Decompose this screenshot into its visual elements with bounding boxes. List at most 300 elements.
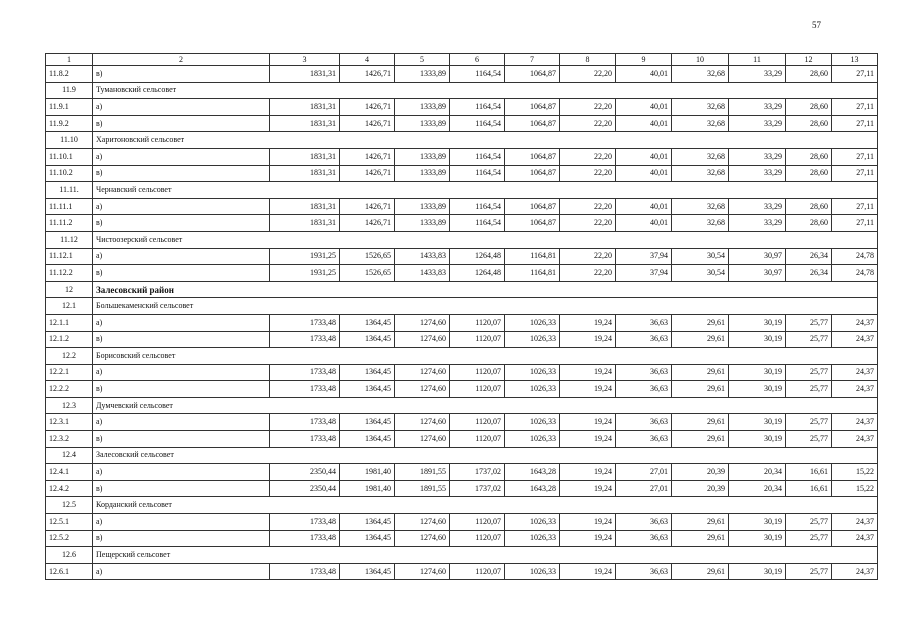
value-cell-col-7: 1026,33 (505, 381, 560, 398)
value-cell-col-4: 1981,40 (340, 464, 395, 481)
value-cell-col-9: 37,94 (616, 248, 672, 265)
tariff-table (45, 53, 878, 580)
table-row (46, 115, 878, 132)
value-cell-col-6: 1120,07 (450, 381, 505, 398)
value-cell-col-8: 19,24 (560, 480, 616, 497)
row-variant: в) (93, 331, 270, 348)
row-code: 12.4.2 (46, 480, 93, 497)
value-cell-col-5: 1274,60 (395, 331, 450, 348)
value-cell-col-3: 1733,48 (270, 364, 340, 381)
value-cell-col-7: 1026,33 (505, 563, 560, 580)
value-cell-col-6: 1120,07 (450, 431, 505, 448)
value-cell-col-4: 1364,45 (340, 381, 395, 398)
row-variant: в) (93, 66, 270, 83)
value-cell-col-11: 30,19 (729, 314, 786, 331)
row-code: 12.3.1 (46, 414, 93, 431)
table-body (46, 66, 878, 580)
value-cell-col-3: 1733,48 (270, 414, 340, 431)
value-cell-col-8: 19,24 (560, 331, 616, 348)
value-cell-col-3: 1733,48 (270, 331, 340, 348)
value-cell-col-9: 40,01 (616, 99, 672, 116)
table-row (46, 414, 878, 431)
value-cell-col-10: 32,68 (672, 148, 729, 165)
row-code: 11.12.1 (46, 248, 93, 265)
row-code: 12.1.1 (46, 314, 93, 331)
row-code: 12.6 (46, 547, 93, 564)
value-cell-col-12: 16,61 (786, 480, 832, 497)
value-cell-col-10: 29,61 (672, 314, 729, 331)
value-cell-col-12: 25,77 (786, 530, 832, 547)
value-cell-col-8: 19,24 (560, 414, 616, 431)
value-cell-col-12: 25,77 (786, 364, 832, 381)
page-number: 57 (812, 20, 821, 30)
row-code: 12.5 (46, 497, 93, 514)
value-cell-col-8: 19,24 (560, 364, 616, 381)
table-row (46, 248, 878, 265)
subsection-header-row (46, 348, 878, 365)
value-cell-col-6: 1164,54 (450, 198, 505, 215)
value-cell-col-3: 2350,44 (270, 480, 340, 497)
row-code: 12.2.2 (46, 381, 93, 398)
value-cell-col-4: 1526,65 (340, 265, 395, 282)
row-code: 12.3 (46, 397, 93, 414)
value-cell-col-5: 1333,89 (395, 215, 450, 232)
value-cell-col-6: 1164,54 (450, 99, 505, 116)
value-cell-col-9: 36,63 (616, 331, 672, 348)
value-cell-col-7: 1064,87 (505, 148, 560, 165)
row-code: 11.10.1 (46, 148, 93, 165)
value-cell-col-13: 15,22 (832, 480, 878, 497)
value-cell-col-10: 29,61 (672, 530, 729, 547)
value-cell-col-11: 30,19 (729, 563, 786, 580)
value-cell-col-4: 1426,71 (340, 165, 395, 182)
value-cell-col-8: 22,20 (560, 66, 616, 83)
council-name: Пещерский сельсовет (93, 547, 878, 564)
subsection-header-row (46, 298, 878, 315)
value-cell-col-11: 33,29 (729, 198, 786, 215)
value-cell-col-11: 30,19 (729, 414, 786, 431)
value-cell-col-6: 1120,07 (450, 514, 505, 531)
value-cell-col-13: 24,37 (832, 431, 878, 448)
value-cell-col-3: 1831,31 (270, 198, 340, 215)
row-code: 11.9.1 (46, 99, 93, 116)
value-cell-col-10: 32,68 (672, 115, 729, 132)
value-cell-col-3: 1831,31 (270, 165, 340, 182)
value-cell-col-8: 22,20 (560, 165, 616, 182)
value-cell-col-5: 1433,83 (395, 265, 450, 282)
column-number-header-row (46, 54, 878, 66)
value-cell-col-3: 1733,48 (270, 431, 340, 448)
column-header-4: 4 (340, 54, 395, 66)
value-cell-col-10: 20,39 (672, 464, 729, 481)
row-code: 12.5.2 (46, 530, 93, 547)
subsection-header-row (46, 497, 878, 514)
row-code: 12.4 (46, 447, 93, 464)
row-variant: а) (93, 414, 270, 431)
row-code: 12.5.1 (46, 514, 93, 531)
column-header-9: 9 (616, 54, 672, 66)
value-cell-col-5: 1274,60 (395, 514, 450, 531)
row-code: 12.2.1 (46, 364, 93, 381)
value-cell-col-10: 29,61 (672, 514, 729, 531)
row-variant: а) (93, 364, 270, 381)
value-cell-col-11: 33,29 (729, 215, 786, 232)
value-cell-col-4: 1364,45 (340, 514, 395, 531)
value-cell-col-3: 1831,31 (270, 215, 340, 232)
row-variant: а) (93, 99, 270, 116)
row-code: 11.8.2 (46, 66, 93, 83)
value-cell-col-5: 1891,55 (395, 464, 450, 481)
subsection-header-row (46, 231, 878, 248)
value-cell-col-9: 37,94 (616, 265, 672, 282)
value-cell-col-9: 36,63 (616, 314, 672, 331)
value-cell-col-11: 33,29 (729, 66, 786, 83)
value-cell-col-10: 29,61 (672, 331, 729, 348)
value-cell-col-9: 36,63 (616, 563, 672, 580)
value-cell-col-3: 1831,31 (270, 115, 340, 132)
value-cell-col-10: 29,61 (672, 414, 729, 431)
value-cell-col-9: 40,01 (616, 115, 672, 132)
value-cell-col-7: 1064,87 (505, 165, 560, 182)
value-cell-col-5: 1333,89 (395, 99, 450, 116)
table-row (46, 364, 878, 381)
value-cell-col-11: 20,34 (729, 480, 786, 497)
table-row (46, 215, 878, 232)
table-row (46, 165, 878, 182)
value-cell-col-4: 1364,45 (340, 414, 395, 431)
value-cell-col-4: 1364,45 (340, 563, 395, 580)
value-cell-col-7: 1643,28 (505, 464, 560, 481)
value-cell-col-12: 28,60 (786, 148, 832, 165)
value-cell-col-4: 1526,65 (340, 248, 395, 265)
value-cell-col-8: 19,24 (560, 530, 616, 547)
value-cell-col-8: 22,20 (560, 148, 616, 165)
value-cell-col-13: 27,11 (832, 115, 878, 132)
value-cell-col-6: 1120,07 (450, 331, 505, 348)
value-cell-col-11: 33,29 (729, 148, 786, 165)
value-cell-col-7: 1164,81 (505, 248, 560, 265)
value-cell-col-8: 19,24 (560, 514, 616, 531)
table-row (46, 148, 878, 165)
value-cell-col-9: 36,63 (616, 514, 672, 531)
value-cell-col-9: 40,01 (616, 148, 672, 165)
value-cell-col-12: 26,34 (786, 248, 832, 265)
row-variant: а) (93, 198, 270, 215)
council-name: Борисовский сельсовет (93, 348, 878, 365)
value-cell-col-3: 1733,48 (270, 314, 340, 331)
value-cell-col-5: 1274,60 (395, 431, 450, 448)
value-cell-col-13: 27,11 (832, 165, 878, 182)
row-variant: в) (93, 115, 270, 132)
value-cell-col-8: 22,20 (560, 215, 616, 232)
column-header-7: 7 (505, 54, 560, 66)
value-cell-col-3: 1931,25 (270, 248, 340, 265)
value-cell-col-10: 32,68 (672, 215, 729, 232)
value-cell-col-3: 1733,48 (270, 514, 340, 531)
row-code: 11.9.2 (46, 115, 93, 132)
value-cell-col-8: 22,20 (560, 198, 616, 215)
value-cell-col-13: 24,37 (832, 530, 878, 547)
value-cell-col-10: 32,68 (672, 99, 729, 116)
value-cell-col-12: 28,60 (786, 215, 832, 232)
value-cell-col-4: 1364,45 (340, 314, 395, 331)
value-cell-col-11: 30,19 (729, 530, 786, 547)
value-cell-col-12: 28,60 (786, 115, 832, 132)
value-cell-col-6: 1164,54 (450, 165, 505, 182)
row-code: 12.3.2 (46, 431, 93, 448)
value-cell-col-11: 30,97 (729, 265, 786, 282)
value-cell-col-11: 33,29 (729, 165, 786, 182)
value-cell-col-13: 27,11 (832, 215, 878, 232)
table-row (46, 480, 878, 497)
row-variant: в) (93, 480, 270, 497)
value-cell-col-7: 1064,87 (505, 66, 560, 83)
row-code: 12 (46, 281, 93, 298)
district-name: Залесовский район (93, 281, 878, 298)
value-cell-col-10: 29,61 (672, 431, 729, 448)
value-cell-col-10: 29,61 (672, 364, 729, 381)
subsection-header-row (46, 547, 878, 564)
value-cell-col-6: 1164,54 (450, 66, 505, 83)
value-cell-col-12: 25,77 (786, 381, 832, 398)
value-cell-col-6: 1264,48 (450, 265, 505, 282)
value-cell-col-3: 1831,31 (270, 148, 340, 165)
value-cell-col-4: 1426,71 (340, 215, 395, 232)
value-cell-col-10: 20,39 (672, 480, 729, 497)
table-row (46, 431, 878, 448)
value-cell-col-12: 26,34 (786, 265, 832, 282)
row-variant: в) (93, 431, 270, 448)
value-cell-col-9: 36,63 (616, 530, 672, 547)
value-cell-col-9: 36,63 (616, 364, 672, 381)
row-code: 11.11. (46, 182, 93, 199)
value-cell-col-3: 1831,31 (270, 99, 340, 116)
value-cell-col-4: 1364,45 (340, 364, 395, 381)
value-cell-col-9: 27,01 (616, 464, 672, 481)
value-cell-col-4: 1426,71 (340, 148, 395, 165)
table-row (46, 381, 878, 398)
row-code: 12.2 (46, 348, 93, 365)
council-name: Большекаменский сельсовет (93, 298, 878, 315)
value-cell-col-4: 1426,71 (340, 66, 395, 83)
table-row (46, 530, 878, 547)
value-cell-col-9: 40,01 (616, 165, 672, 182)
value-cell-col-5: 1333,89 (395, 148, 450, 165)
value-cell-col-5: 1274,60 (395, 530, 450, 547)
value-cell-col-7: 1064,87 (505, 198, 560, 215)
value-cell-col-8: 22,20 (560, 99, 616, 116)
value-cell-col-7: 1026,33 (505, 431, 560, 448)
value-cell-col-7: 1064,87 (505, 99, 560, 116)
value-cell-col-5: 1891,55 (395, 480, 450, 497)
value-cell-col-6: 1164,54 (450, 215, 505, 232)
value-cell-col-4: 1426,71 (340, 198, 395, 215)
section-header-row (46, 281, 878, 298)
value-cell-col-5: 1274,60 (395, 414, 450, 431)
value-cell-col-8: 19,24 (560, 314, 616, 331)
value-cell-col-4: 1364,45 (340, 331, 395, 348)
value-cell-col-6: 1120,07 (450, 530, 505, 547)
value-cell-col-12: 25,77 (786, 563, 832, 580)
subsection-header-row (46, 182, 878, 199)
value-cell-col-13: 27,11 (832, 198, 878, 215)
value-cell-col-9: 36,63 (616, 414, 672, 431)
value-cell-col-5: 1274,60 (395, 364, 450, 381)
value-cell-col-8: 19,24 (560, 431, 616, 448)
row-variant: в) (93, 265, 270, 282)
value-cell-col-7: 1026,33 (505, 331, 560, 348)
value-cell-col-5: 1433,83 (395, 248, 450, 265)
value-cell-col-12: 28,60 (786, 165, 832, 182)
table-row (46, 66, 878, 83)
value-cell-col-13: 24,37 (832, 414, 878, 431)
value-cell-col-11: 20,34 (729, 464, 786, 481)
value-cell-col-5: 1333,89 (395, 165, 450, 182)
row-code: 12.1 (46, 298, 93, 315)
row-code: 12.4.1 (46, 464, 93, 481)
value-cell-col-6: 1120,07 (450, 414, 505, 431)
value-cell-col-11: 30,19 (729, 331, 786, 348)
value-cell-col-12: 28,60 (786, 99, 832, 116)
value-cell-col-8: 19,24 (560, 563, 616, 580)
value-cell-col-5: 1333,89 (395, 115, 450, 132)
row-variant: а) (93, 314, 270, 331)
row-variant: а) (93, 563, 270, 580)
value-cell-col-13: 15,22 (832, 464, 878, 481)
value-cell-col-8: 19,24 (560, 381, 616, 398)
value-cell-col-10: 32,68 (672, 198, 729, 215)
row-code: 11.12 (46, 231, 93, 248)
value-cell-col-10: 32,68 (672, 66, 729, 83)
value-cell-col-3: 2350,44 (270, 464, 340, 481)
table-row (46, 331, 878, 348)
value-cell-col-6: 1264,48 (450, 248, 505, 265)
row-variant: а) (93, 148, 270, 165)
table-row (46, 198, 878, 215)
value-cell-col-12: 25,77 (786, 514, 832, 531)
row-variant: в) (93, 381, 270, 398)
column-header-6: 6 (450, 54, 505, 66)
row-code: 11.11.1 (46, 198, 93, 215)
value-cell-col-12: 16,61 (786, 464, 832, 481)
value-cell-col-7: 1643,28 (505, 480, 560, 497)
table-row (46, 563, 878, 580)
row-code: 11.9 (46, 82, 93, 99)
value-cell-col-5: 1274,60 (395, 381, 450, 398)
value-cell-col-4: 1364,45 (340, 530, 395, 547)
value-cell-col-6: 1737,02 (450, 480, 505, 497)
table-row (46, 464, 878, 481)
value-cell-col-7: 1064,87 (505, 215, 560, 232)
value-cell-col-12: 25,77 (786, 314, 832, 331)
column-header-10: 10 (672, 54, 729, 66)
value-cell-col-7: 1026,33 (505, 364, 560, 381)
column-header-2: 2 (93, 54, 270, 66)
value-cell-col-11: 33,29 (729, 115, 786, 132)
value-cell-col-9: 27,01 (616, 480, 672, 497)
row-variant: а) (93, 248, 270, 265)
value-cell-col-8: 19,24 (560, 464, 616, 481)
value-cell-col-8: 22,20 (560, 265, 616, 282)
row-code: 11.12.2 (46, 265, 93, 282)
subsection-header-row (46, 447, 878, 464)
value-cell-col-4: 1364,45 (340, 431, 395, 448)
value-cell-col-8: 22,20 (560, 248, 616, 265)
value-cell-col-5: 1274,60 (395, 314, 450, 331)
value-cell-col-13: 24,78 (832, 265, 878, 282)
column-header-11: 11 (729, 54, 786, 66)
table-row (46, 514, 878, 531)
table-row (46, 99, 878, 116)
value-cell-col-11: 30,19 (729, 431, 786, 448)
council-name: Чистоозерский сельсовет (93, 231, 878, 248)
table-row (46, 314, 878, 331)
value-cell-col-3: 1733,48 (270, 563, 340, 580)
council-name: Думчевский сельсовет (93, 397, 878, 414)
council-name: Залесовский сельсовет (93, 447, 878, 464)
row-code: 12.6.1 (46, 563, 93, 580)
table-row (46, 265, 878, 282)
council-name: Харитоновский сельсовет (93, 132, 878, 149)
value-cell-col-11: 30,19 (729, 514, 786, 531)
value-cell-col-9: 36,63 (616, 431, 672, 448)
value-cell-col-12: 25,77 (786, 414, 832, 431)
value-cell-col-11: 30,19 (729, 364, 786, 381)
council-name: Чернавский сельсовет (93, 182, 878, 199)
value-cell-col-3: 1831,31 (270, 66, 340, 83)
value-cell-col-6: 1737,02 (450, 464, 505, 481)
value-cell-col-3: 1733,48 (270, 381, 340, 398)
value-cell-col-9: 40,01 (616, 215, 672, 232)
row-variant: в) (93, 165, 270, 182)
subsection-header-row (46, 397, 878, 414)
value-cell-col-12: 28,60 (786, 198, 832, 215)
value-cell-col-13: 24,37 (832, 381, 878, 398)
council-name: Корданский сельсовет (93, 497, 878, 514)
value-cell-col-10: 30,54 (672, 265, 729, 282)
value-cell-col-9: 40,01 (616, 66, 672, 83)
value-cell-col-13: 27,11 (832, 66, 878, 83)
value-cell-col-11: 33,29 (729, 99, 786, 116)
value-cell-col-10: 29,61 (672, 381, 729, 398)
value-cell-col-3: 1733,48 (270, 530, 340, 547)
value-cell-col-8: 22,20 (560, 115, 616, 132)
value-cell-col-13: 24,37 (832, 563, 878, 580)
subsection-header-row (46, 132, 878, 149)
column-header-5: 5 (395, 54, 450, 66)
value-cell-col-5: 1333,89 (395, 198, 450, 215)
value-cell-col-13: 24,78 (832, 248, 878, 265)
value-cell-col-6: 1164,54 (450, 148, 505, 165)
value-cell-col-6: 1164,54 (450, 115, 505, 132)
value-cell-col-11: 30,97 (729, 248, 786, 265)
value-cell-col-5: 1274,60 (395, 563, 450, 580)
value-cell-col-7: 1164,81 (505, 265, 560, 282)
row-code: 11.11.2 (46, 215, 93, 232)
value-cell-col-4: 1426,71 (340, 115, 395, 132)
value-cell-col-12: 25,77 (786, 331, 832, 348)
value-cell-col-6: 1120,07 (450, 364, 505, 381)
value-cell-col-6: 1120,07 (450, 563, 505, 580)
value-cell-col-7: 1026,33 (505, 314, 560, 331)
column-header-8: 8 (560, 54, 616, 66)
value-cell-col-10: 32,68 (672, 165, 729, 182)
value-cell-col-13: 27,11 (832, 99, 878, 116)
column-header-3: 3 (270, 54, 340, 66)
row-code: 12.1.2 (46, 331, 93, 348)
value-cell-col-9: 40,01 (616, 198, 672, 215)
value-cell-col-7: 1026,33 (505, 530, 560, 547)
